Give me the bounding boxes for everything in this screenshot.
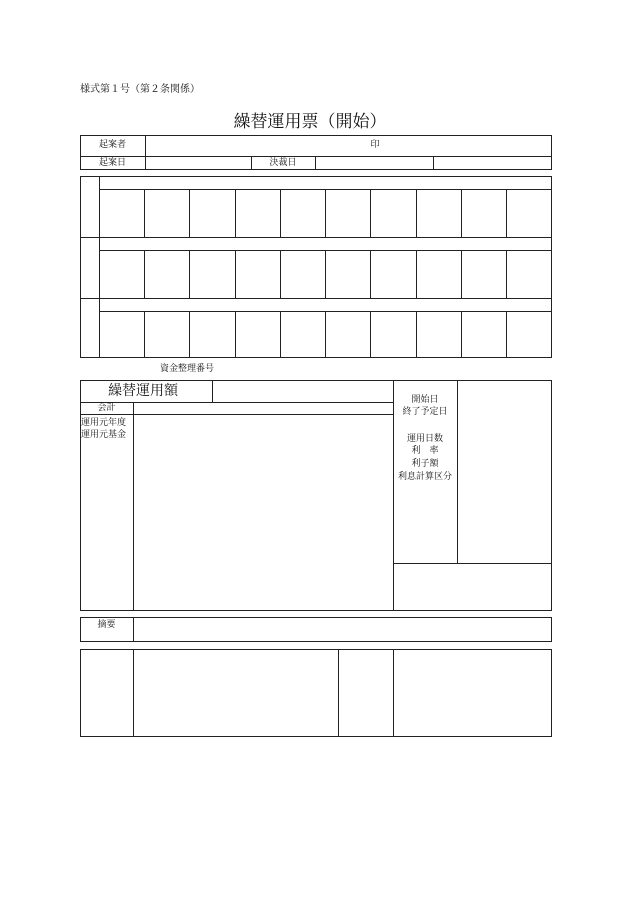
- decision-date-field[interactable]: [316, 157, 432, 169]
- decision-extra-field[interactable]: [434, 157, 551, 169]
- form-number: 様式第１号（第２条関係）: [80, 84, 200, 95]
- days-label: 運用日数: [406, 434, 443, 444]
- details-note-field[interactable]: [394, 564, 551, 610]
- details-value-field[interactable]: [458, 381, 551, 562]
- amount-field[interactable]: [213, 381, 392, 401]
- account-label: 会計: [97, 403, 116, 413]
- calc-label: 利息計算区分: [397, 472, 452, 482]
- draft-date-field[interactable]: [146, 157, 250, 169]
- summary-field[interactable]: [134, 618, 551, 641]
- source-detail-field[interactable]: [134, 415, 392, 610]
- seal-label: 印: [370, 140, 380, 150]
- drafter-field[interactable]: [145, 136, 551, 155]
- fund-number-label: 資金整理番号: [160, 364, 215, 374]
- start-date-label: 開始日: [411, 395, 439, 405]
- draft-date-label: 起案日: [98, 158, 126, 168]
- decision-date-label: 決裁日: [269, 158, 297, 168]
- amount-label: 繰替運用額: [108, 383, 178, 399]
- rate-label: 利 率: [411, 446, 439, 456]
- end-date-label: 終了予定日: [402, 407, 448, 417]
- interest-label: 利子額: [411, 459, 439, 469]
- account-field[interactable]: [134, 403, 392, 413]
- bottom-cell-2[interactable]: [134, 650, 337, 736]
- bottom-cell-4[interactable]: [394, 650, 551, 736]
- source-year-label: 運用元年度: [81, 418, 127, 428]
- bottom-cell-3[interactable]: [339, 650, 392, 736]
- source-fund-label: 運用元基金: [81, 430, 127, 440]
- bottom-cell-1[interactable]: [81, 650, 132, 736]
- page-title: 繰替運用票（開始）: [233, 112, 387, 132]
- drafter-label: 起案者: [98, 140, 126, 150]
- summary-label: 摘要: [97, 620, 116, 630]
